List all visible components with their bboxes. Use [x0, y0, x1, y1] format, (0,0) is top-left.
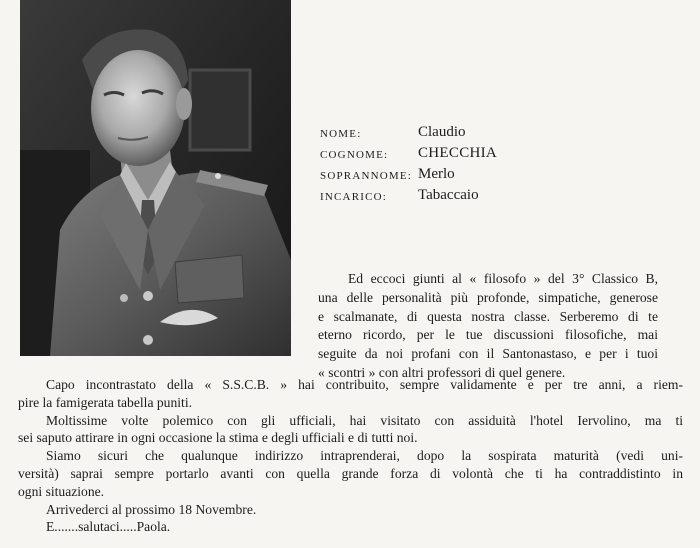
body-text [18, 376, 683, 536]
field-label: COGNOME: [320, 149, 389, 161]
portrait-photo [20, 0, 291, 356]
intro-line: seguite da noi profani con il Santonastaso, e per i tuoi [318, 346, 658, 362]
body-line: ogni situazione. [18, 483, 105, 499]
intro-line: una delle personalità più profonde, simpatiche, generose [318, 289, 658, 305]
body-line: Siamo sicuri che qualunque indirizzo intraprenderai, dopo la sospirata maturità (vedi uni- [46, 448, 683, 464]
intro-line: eterno ricordo, per le tue discussioni filosofiche, mai [318, 327, 658, 343]
field-label: INCARICO: [320, 191, 388, 203]
field-label: NOME: [320, 128, 362, 140]
field-label: SOPRANNOME: [320, 170, 413, 182]
intro-line: Ed eccoci giunti al « filosofo » del 3° Classico B, [348, 271, 658, 286]
body-line: E.......salutaci.....Paola. [46, 519, 171, 535]
field-value: Tabaccaio [418, 187, 479, 203]
intro-line: e scalmanate, di questa nostra classe. Serberemo di te [318, 308, 658, 324]
body-line: Moltissime volte polemico con gli ufficiali, hai visitato con assiduità l'hotel Iervolino, ma ti [46, 412, 683, 428]
intro-paragraph [318, 270, 658, 383]
body-line: versità) saprai sempre portarlo avanti con quella grande forza di volontà che ti ha contraddistinto in [18, 465, 683, 481]
intro-line: « scontri » con altri professori di quel genere. [318, 364, 566, 380]
body-line: Capo incontrastato della « S.S.C.B. » hai contribuito, sempre validamente e per tre anni, a riem- [46, 377, 683, 392]
field-value: Claudio [418, 124, 466, 140]
field-value: CHECCHIA [418, 145, 498, 161]
body-line: sei saputo attirare in ogni occasione la stima e degli ufficiali e di tutti noi. [18, 430, 418, 446]
body-line: Arrivederci al prossimo 18 Novembre. [46, 501, 257, 517]
field-value: Merlo [418, 166, 455, 182]
body-line: pire la famigerata tabella puniti. [18, 394, 192, 410]
